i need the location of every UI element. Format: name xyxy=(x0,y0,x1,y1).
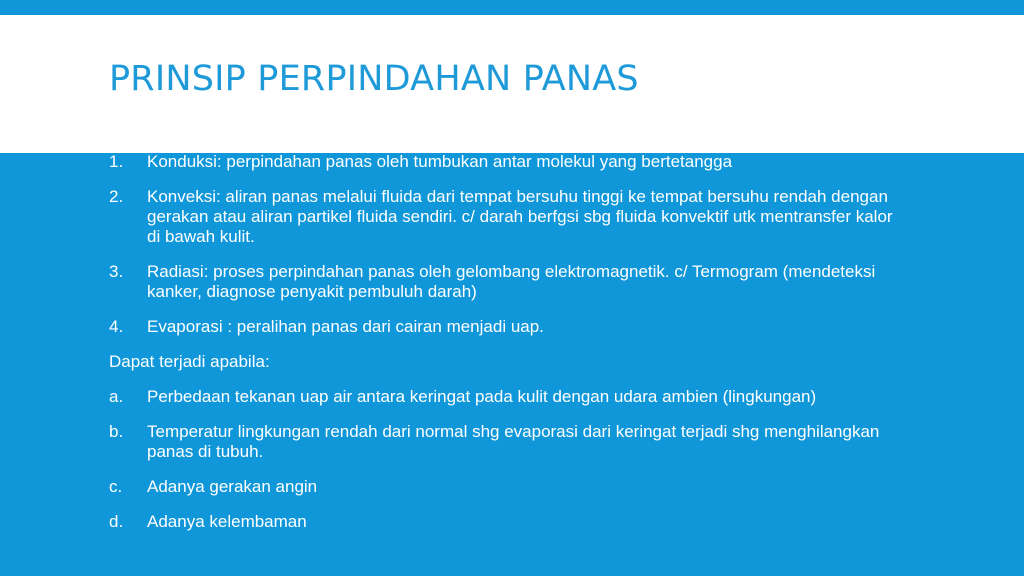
list-marker: a. xyxy=(109,387,124,406)
list-item-text: Konduksi: perpindahan panas oleh tumbukan antar molekul yang bertetangga xyxy=(147,152,733,171)
list-item-konveksi xyxy=(109,187,909,247)
list-item-a xyxy=(109,387,909,407)
list-item-b xyxy=(109,422,909,462)
list-marker: 1. xyxy=(109,152,124,171)
list-marker: 4. xyxy=(109,317,124,336)
list-item-radiasi xyxy=(109,262,909,302)
title-panel xyxy=(0,15,1024,153)
list-item-text: Adanya kelembaman xyxy=(147,512,307,531)
list-marker: c. xyxy=(109,477,123,496)
slide-content xyxy=(109,152,909,547)
list-item-text: Perbedaan tekanan uap air antara keringat pada kulit dengan udara ambien (lingkungan) xyxy=(147,387,817,406)
list-item-text: Adanya gerakan angin xyxy=(147,477,318,496)
list-marker: d. xyxy=(109,512,124,531)
subheading: Dapat terjadi apabila: xyxy=(109,352,270,371)
list-item-d xyxy=(109,512,909,532)
list-item-text: Radiasi: proses perpindahan panas oleh gelombang elektromagnetik. c/ Termogram (mendeteksi kanker, diagnose penyakit pembuluh darah) xyxy=(147,262,876,301)
list-item-text: Evaporasi : peralihan panas dari cairan menjadi uap. xyxy=(147,317,544,336)
list-marker: b. xyxy=(109,422,124,441)
slide-title: PRINSIP PERPINDAHAN PANAS xyxy=(109,59,639,99)
list-marker: 2. xyxy=(109,187,124,206)
list-item-evaporasi xyxy=(109,317,909,337)
list-item-text: Temperatur lingkungan rendah dari normal shg evaporasi dari keringat terjadi shg menghilangkan panas di tubuh. xyxy=(147,422,880,461)
list-item-c xyxy=(109,477,909,497)
list-marker: 3. xyxy=(109,262,124,281)
list-item-text: Konveksi: aliran panas melalui fluida dari tempat bersuhu tinggi ke tempat bersuhu rendah dengan gerakan atau aliran partikel fluida sendiri. c/ darah berfgsi sbg fluida konvektif utk mentransfer kalor di bawah kulit. xyxy=(147,187,893,246)
list-item-konduksi xyxy=(109,152,909,172)
